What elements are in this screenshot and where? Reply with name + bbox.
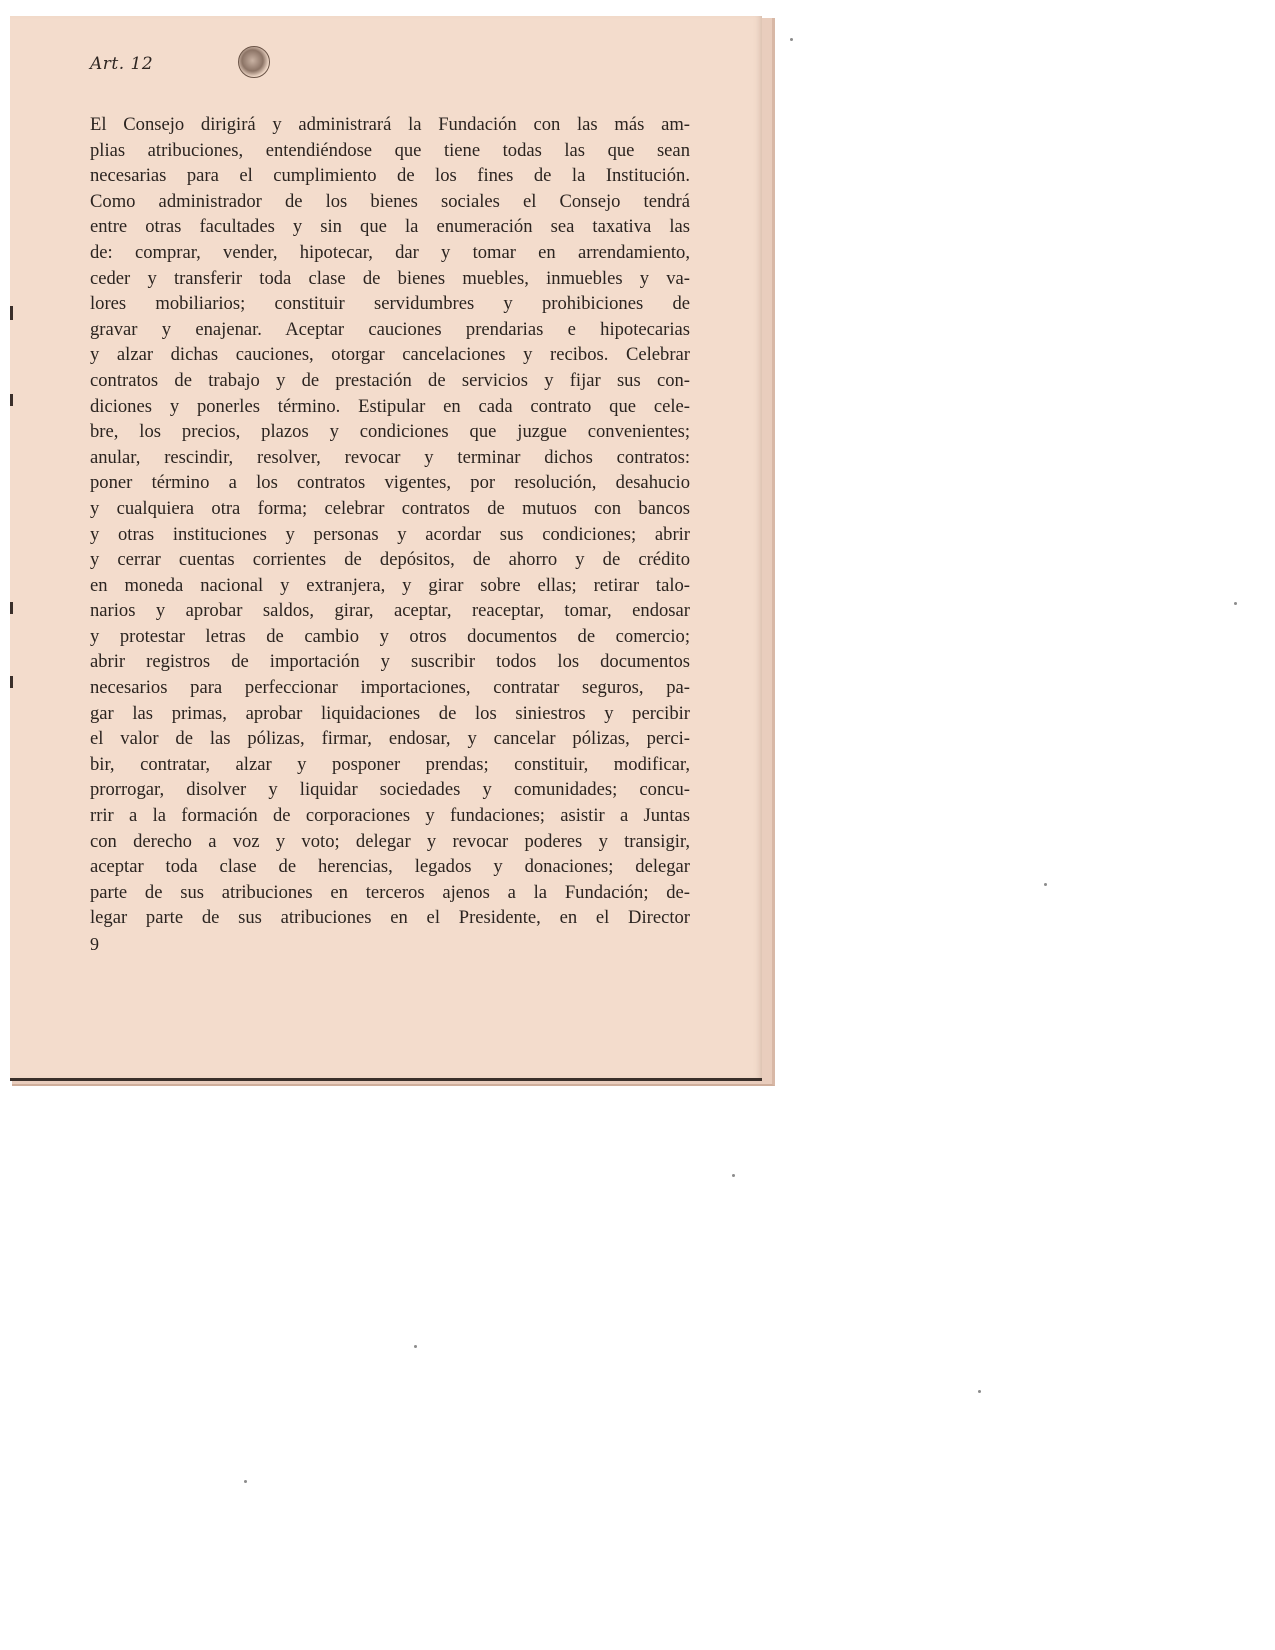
text-line: Como administrador de los bienes sociales el Consejo tendrá [90,190,690,212]
scan-speck [414,1345,417,1348]
text-line: El Consejo dirigirá y administrará la Fundación con las más am- [90,114,690,135]
text-line: poner término a los contratos vigentes, por resolución, desahucio [90,472,690,494]
scan-speck [1234,602,1237,605]
text-line: y protestar letras de cambio y otros documentos de comercio; [90,625,690,647]
text-line: bir, contratar, alzar y posponer prendas; constituir, modificar, [90,753,690,775]
text-line: gravar y enajenar. Aceptar cauciones prendarias e hipotecarias [90,318,690,340]
text-line: en moneda nacional y extranjera, y girar sobre ellas; retirar talo- [90,574,690,596]
scan-speck [1044,883,1047,886]
scan-speck [244,1480,247,1483]
text-line: anular, rescindir, resolver, revocar y terminar dichos contratos: [90,446,690,468]
text-line: aceptar toda clase de herencias, legados y donaciones; delegar [90,856,690,878]
page-number: 9 [90,934,99,954]
text-line: el valor de las pólizas, firmar, endosar, y cancelar pólizas, perci- [90,728,690,750]
text-line: rrir a la formación de corporaciones y fundaciones; asistir a Juntas [90,805,690,827]
text-line: plias atribuciones, entendiéndose que tiene todas las que sean [90,139,690,161]
book-page [10,16,762,1081]
scan-speck [978,1390,981,1393]
text-line: ceder y transferir toda clase de bienes muebles, inmuebles y va- [90,267,690,289]
article-body [90,112,690,931]
text-line: diciones y ponerles término. Estipular en cada contrato que cele- [90,395,690,417]
text-line: legar parte de sus atribuciones en el Presidente, en el Director [90,907,690,929]
punch-hole [238,46,270,78]
text-line: parte de sus atribuciones en terceros ajenos a la Fundación; de- [90,881,690,903]
text-line: bre, los precios, plazos y condiciones que juzgue convenientes; [90,421,690,443]
text-line: de: comprar, vender, hipotecar, dar y tomar en arrendamiento, [90,241,690,263]
text-line: prorrogar, disolver y liquidar sociedades y comunidades; concu- [90,779,690,801]
text-line: narios y aprobar saldos, girar, aceptar, reaceptar, tomar, endosar [90,600,690,622]
text-line: y otras instituciones y personas y acordar sus condiciones; abrir [90,523,690,545]
text-line: lores mobiliarios; constituir servidumbres y prohibiciones de [90,293,690,315]
text-line: y cualquiera otra forma; celebrar contratos de mutuos con bancos [90,497,690,519]
text-line: y cerrar cuentas corrientes de depósitos, de ahorro y de crédito [90,549,690,571]
text-line: entre otras facultades y sin que la enumeración sea taxativa las [90,216,690,238]
text-line: necesarias para el cumplimiento de los fines de la Institución. [90,165,690,187]
binding-mark [10,676,13,688]
binding-mark [10,602,13,614]
binding-mark [10,306,13,320]
scan-speck [732,1174,735,1177]
text-line: y alzar dichas cauciones, otorgar cancelaciones y recibos. Celebrar [90,344,690,366]
binding-mark [10,394,13,406]
article-heading: Art. 12 [90,54,154,74]
text-line: contratos de trabajo y de prestación de servicios y fijar sus con- [90,369,690,391]
text-line: gar las primas, aprobar liquidaciones de los siniestros y percibir [90,702,690,724]
scan-speck [790,38,793,41]
text-line: necesarios para perfeccionar importaciones, contratar seguros, pa- [90,677,690,699]
text-line: abrir registros de importación y suscribir todos los documentos [90,651,690,673]
text-line: con derecho a voz y voto; delegar y revocar poderes y transigir, [90,830,690,852]
